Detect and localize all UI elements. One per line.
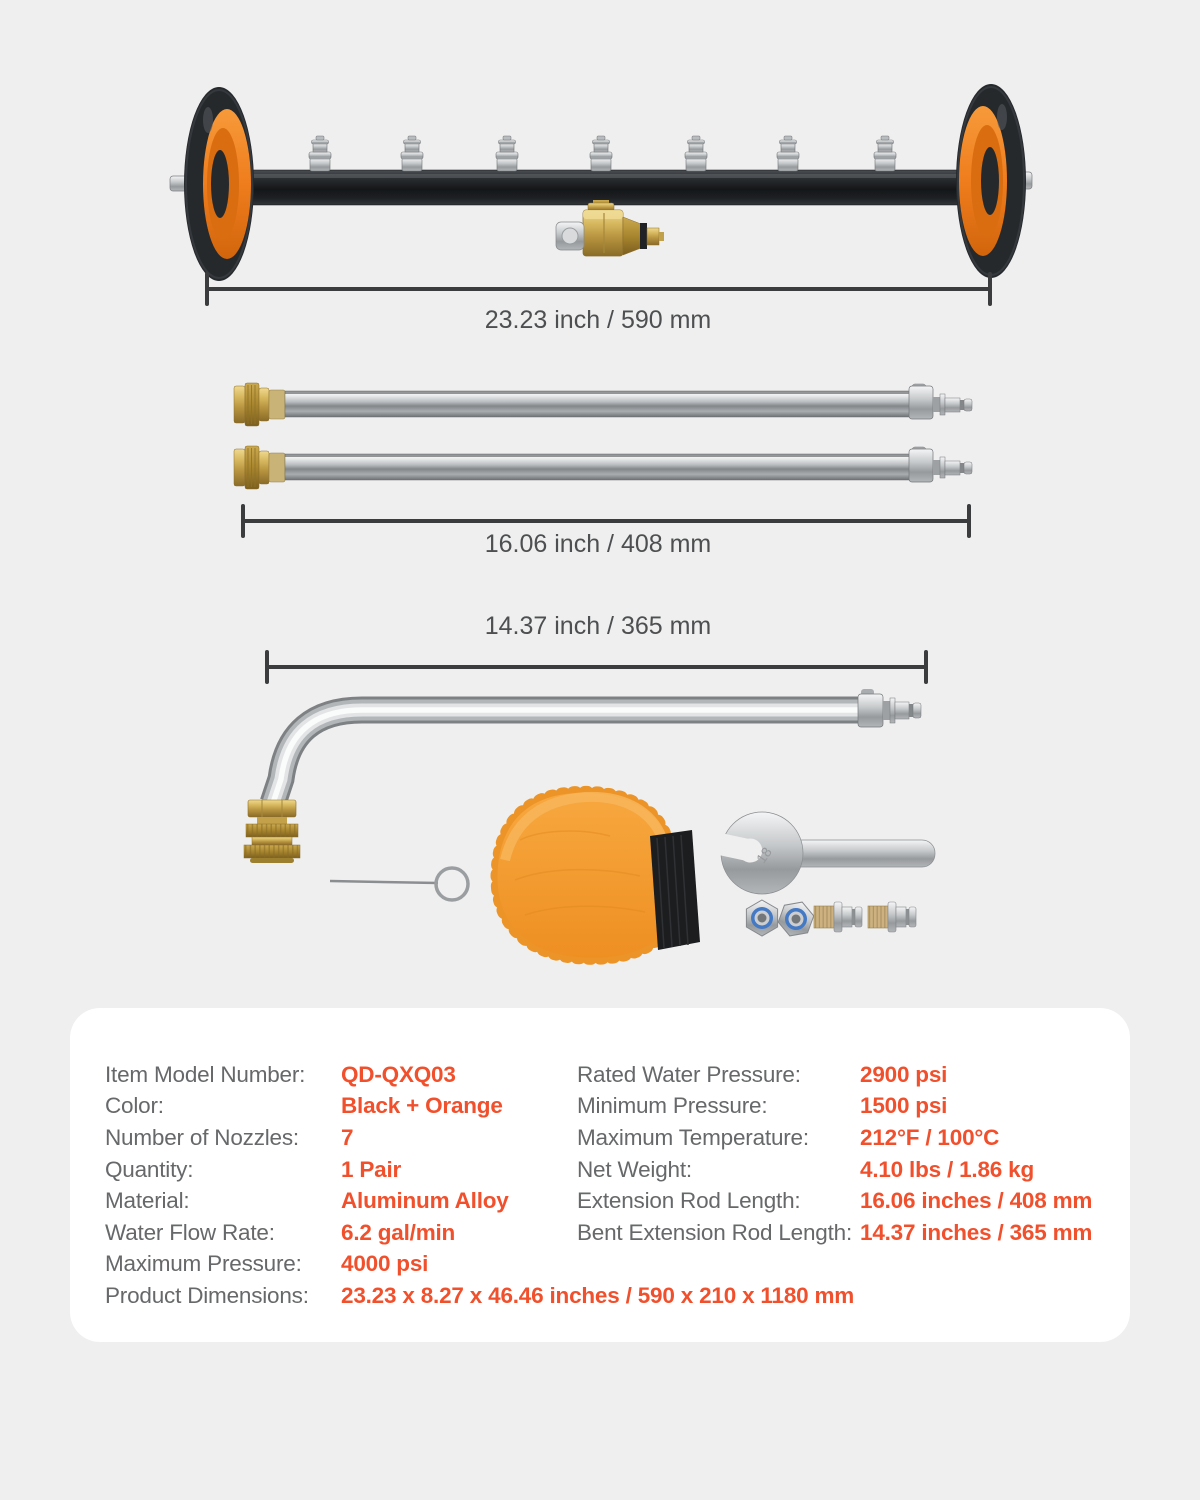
wash-mitt — [498, 793, 700, 958]
spec-card — [70, 1008, 1130, 1342]
spec-label: Material: — [105, 1188, 190, 1214]
spec-value: 1 Pair — [341, 1156, 402, 1182]
nozzle-row — [309, 136, 896, 171]
water-broom-image — [170, 84, 1032, 281]
spec-value: 14.37 inches / 365 mm — [860, 1219, 1093, 1245]
spec-label: Bent Extension Rod Length: — [577, 1219, 852, 1245]
dimension-tick — [967, 504, 971, 538]
dimension-line — [241, 519, 971, 523]
spec-label: Water Flow Rate: — [105, 1219, 275, 1245]
right-wheel — [956, 84, 1026, 278]
spec-label: Product Dimensions: — [105, 1282, 309, 1308]
nozzle-icon — [777, 136, 799, 171]
nozzle-icon — [496, 136, 518, 171]
brass-ball-valve — [556, 200, 664, 256]
broom-length-label: 23.23 inch / 590 mm — [484, 306, 712, 334]
spec-value: Black + Orange — [341, 1093, 503, 1119]
nozzle-icon — [590, 136, 612, 171]
spec-value: 16.06 inches / 408 mm — [860, 1188, 1093, 1214]
thread-adapter — [868, 902, 916, 932]
quick-connect-plug — [858, 689, 921, 727]
nozzle-icon — [401, 136, 423, 171]
wrench-size-marking: 18 — [752, 844, 775, 867]
dimension-line — [265, 665, 928, 669]
left-wheel — [184, 87, 254, 281]
nozzle-cleaning-pin — [330, 868, 468, 900]
spec-value: QD-QXQ03 — [341, 1061, 456, 1087]
dimension-tick — [924, 650, 928, 684]
rod-length-label: 16.06 inch / 408 mm — [484, 530, 712, 558]
spec-value: 1500 psi — [860, 1093, 948, 1119]
spec-label: Rated Water Pressure: — [577, 1061, 801, 1087]
spec-label: Color: — [105, 1093, 164, 1119]
spec-value: 7 — [341, 1124, 354, 1150]
spec-value: 6.2 gal/min — [341, 1219, 456, 1245]
spec-label: Item Model Number: — [105, 1061, 306, 1087]
nozzle-icon — [309, 136, 331, 171]
spec-value: 212°F / 100°C — [860, 1124, 1000, 1150]
open-end-wrench — [695, 812, 935, 894]
spec-label: Net Weight: — [577, 1156, 692, 1182]
spec-grid — [70, 1008, 1130, 1312]
dimension-line — [205, 287, 992, 291]
extension-rod-bottom — [234, 446, 972, 489]
extension-rod-top — [234, 383, 972, 426]
spec-value: Aluminum Alloy — [341, 1188, 509, 1214]
spray-bar — [236, 170, 972, 205]
spec-label: Maximum Pressure: — [105, 1251, 302, 1277]
spec-label: Number of Nozzles: — [105, 1124, 299, 1150]
lock-nut — [775, 897, 817, 942]
lock-nut — [746, 900, 777, 936]
spec-label: Quantity: — [105, 1156, 194, 1182]
spec-label: Maximum Temperature: — [577, 1124, 809, 1150]
spec-value: 23.23 x 8.27 x 46.46 inches / 590 x 210 x 1180 mm — [341, 1282, 855, 1308]
spec-value: 4000 psi — [341, 1251, 429, 1277]
extension-rods-image — [234, 383, 972, 489]
spec-value: 4.10 lbs / 1.86 kg — [860, 1156, 1035, 1182]
spec-label: Minimum Pressure: — [577, 1093, 768, 1119]
thread-adapter — [814, 902, 862, 932]
nozzle-icon — [685, 136, 707, 171]
nozzle-icon — [874, 136, 896, 171]
bent-rod-length-label: 14.37 inch / 365 mm — [484, 612, 712, 640]
spec-label: Extension Rod Length: — [577, 1188, 801, 1214]
dimension-tick — [988, 272, 992, 306]
spec-value: 2900 psi — [860, 1061, 948, 1087]
brass-quick-connect-coupler — [244, 800, 300, 863]
